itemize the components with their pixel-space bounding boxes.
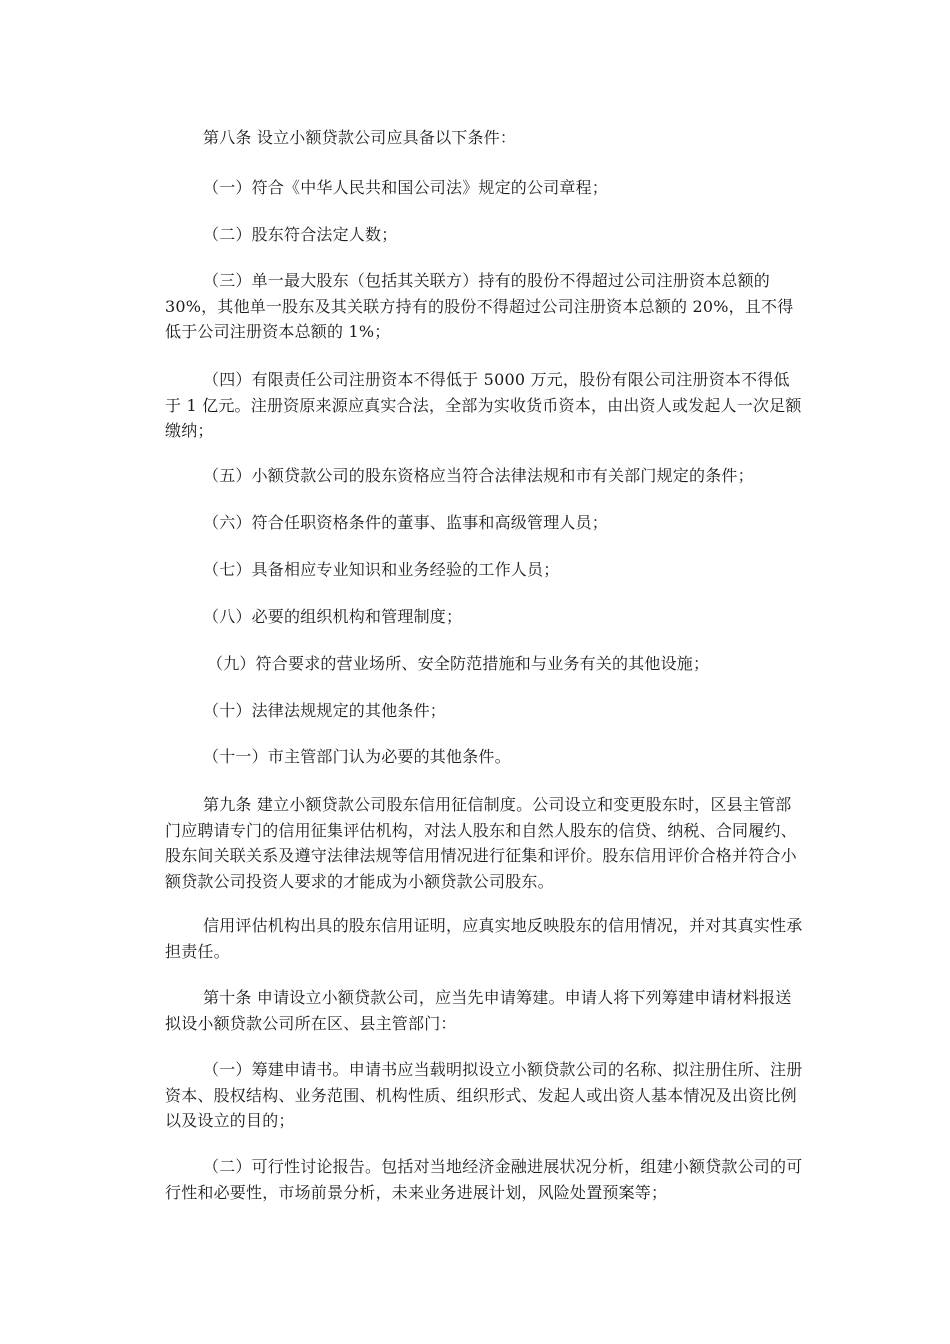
article-10-item-2: （二）可行性讨论报告。包括对当地经济金融进展状况分析，组建小额贷款公司的可行性和必要性，市场前景分析，未来业务进展计划，风险处置预案等； xyxy=(165,1157,803,1202)
article-10-item-1: （一）筹建申请书。申请书应当载明拟设立小额贷款公司的名称、拟注册住所、注册资本、股权结构、业务范围、机构性质、组织形式、发起人或出资人基本情况及出资比例以及设立的目的； xyxy=(165,1060,803,1130)
article-8-item-11: （十一）市主管部门认为必要的其他条件。 xyxy=(203,747,511,766)
article-9-note: 信用评估机构出具的股东信用证明，应真实地反映股东的信用情况，并对其真实性承担责任。 xyxy=(165,916,803,961)
article-9: 第九条 建立小额贷款公司股东信用征信制度。公司设立和变更股东时，区县主管部门应聘请专门的信用征集评估机构，对法人股东和自然人股东的信贷、纳税、合同履约、股东间关联关系及遵守法律法规等信用情况进行征集和评价。股东信用评价合格并符合小额贷款公司投资人要求的才能成为小额贷款公司股东。 xyxy=(165,795,797,891)
article-10: 第十条 申请设立小额贷款公司，应当先申请筹建。申请人将下列筹建申请材料报送拟设小额贷款公司所在区、县主管部门： xyxy=(165,988,792,1033)
article-8-item-5: （五）小额贷款公司的股东资格应当符合法律法规和市有关部门规定的条件； xyxy=(203,466,754,485)
article-8-item-6: （六）符合任职资格条件的董事、监事和高级管理人员； xyxy=(203,513,609,532)
article-8-item-2: （二）股东符合法定人数； xyxy=(203,225,398,244)
article-8-item-8: （八）必要的组织机构和管理制度； xyxy=(203,607,463,626)
article-8-item-10: （十）法律法规规定的其他条件； xyxy=(203,701,447,720)
article-8-item-1: （一）符合《中华人民共和国公司法》规定的公司章程； xyxy=(203,178,609,197)
article-8-item-9: （九）符合要求的营业场所、安全防范措施和与业务有关的其他设施； xyxy=(207,654,710,673)
article-8-item-3: （三）单一最大股东（包括其关联方）持有的股份不得超过公司注册资本总额的30%，其他单一股东及其关联方持有的股份不得超过公司注册资本总额的 20%，且不得低于公司注册资本总额的 1%； xyxy=(165,271,794,341)
article-8-item-7: （七）具备相应专业知识和业务经验的工作人员； xyxy=(203,560,560,579)
article-8-heading: 第八条 设立小额贷款公司应具备以下条件： xyxy=(203,128,517,147)
article-8-item-4: （四）有限责任公司注册资本不得低于 5000 万元，股份有限公司注册资本不得低于 1 亿元。注册资原来源应真实合法，全部为实收货币资本，由出资人或发起人一次足额缴纳； xyxy=(165,370,802,440)
